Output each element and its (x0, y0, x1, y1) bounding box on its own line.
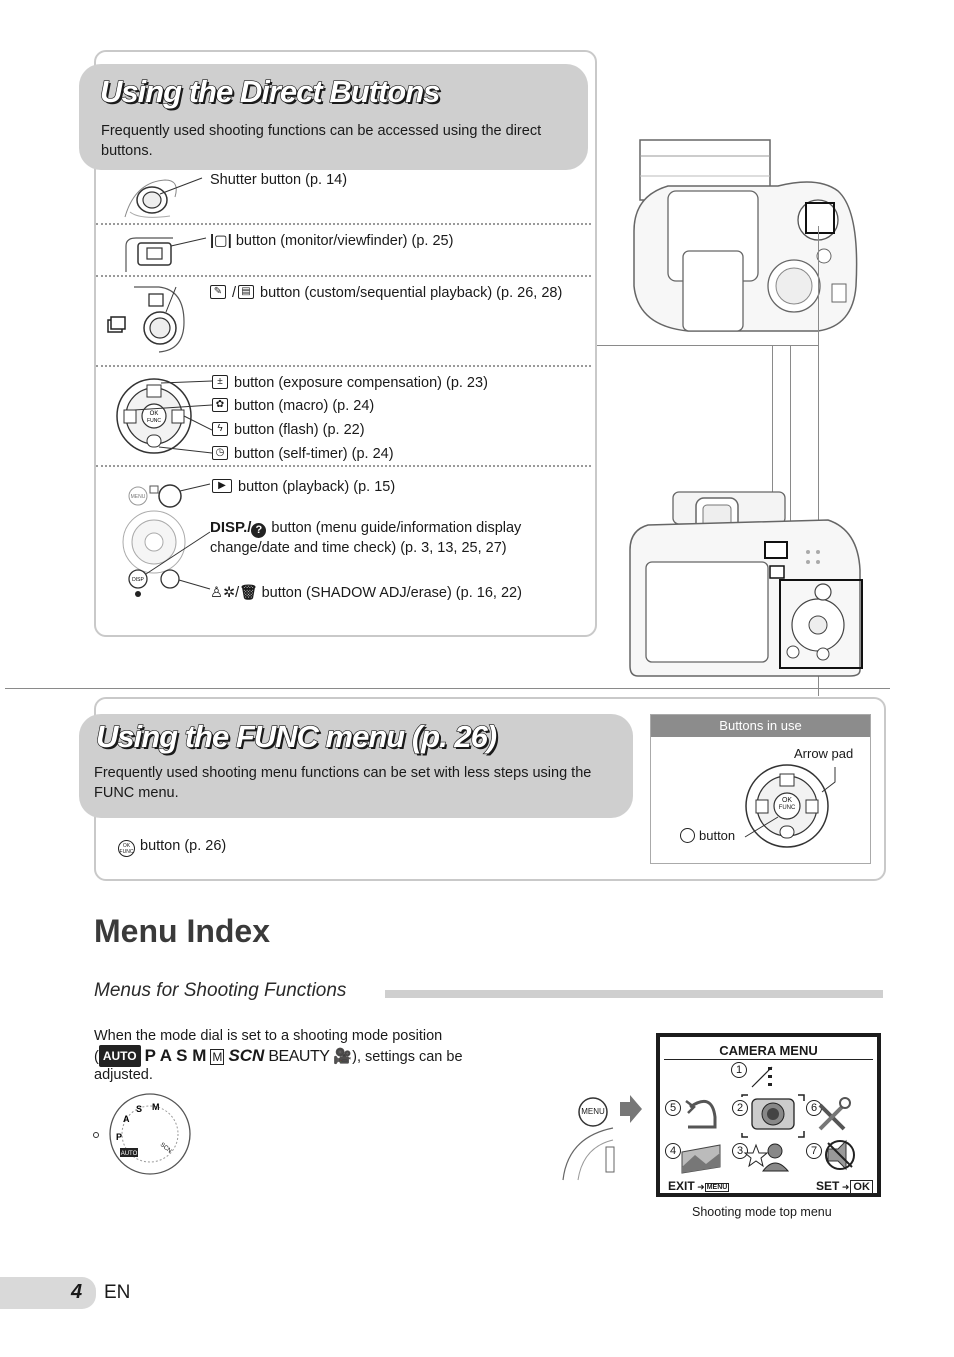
svg-text:S: S (136, 1104, 143, 1114)
disp-button-label-1: button (menu guide/information display (271, 520, 522, 536)
svg-text:MENU: MENU (130, 494, 146, 500)
exposure-button-label: button (exposure compensation) (p. 23) (234, 375, 488, 391)
ok-button-label: button (p. 26) (140, 838, 227, 854)
trash-icon: 🗑 (239, 585, 258, 601)
camera-menu-icons (660, 1037, 881, 1197)
scn-mode: SCN (228, 1046, 265, 1065)
camera-menu-inner (660, 1037, 877, 1193)
menu-item-number: 3 (732, 1143, 748, 1159)
mode-dial-illustration (92, 1090, 197, 1175)
auto-mode-icon: AUTO (99, 1045, 141, 1067)
svg-text:A: A (123, 1114, 130, 1124)
menu-button-illustration (558, 1092, 643, 1182)
set-hint (816, 1179, 873, 1193)
ok-func-small-icon (680, 828, 695, 843)
camera-menu-caption: Shooting mode top menu (692, 1205, 832, 1219)
macro-button-text (212, 396, 374, 416)
camera-menu-screen (656, 1033, 881, 1197)
menu-item-number: 4 (665, 1143, 681, 1159)
ok-button-text (118, 836, 226, 857)
shutter-button-illustration (120, 172, 205, 222)
flash-button-label: button (flash) (p. 22) (234, 422, 365, 438)
svg-text:M: M (152, 1102, 160, 1112)
divider (96, 223, 591, 225)
monitor-button-illustration (118, 228, 208, 273)
macro-button-label: button (macro) (p. 24) (234, 398, 375, 414)
menu-button-label: MENU (581, 1107, 605, 1116)
flash-icon: ϟ (212, 422, 228, 436)
shooting-menus-subheading: Menus for Shooting Functions (94, 980, 347, 1001)
divider (96, 465, 591, 467)
custom-button-text: ✎ / ▤ button (custom/sequential playback) (p. 26, 28) (210, 283, 562, 303)
menu-item-number: 1 (731, 1062, 747, 1078)
arrow-icon: ➜ (839, 1182, 850, 1192)
disp-label: DISP./ (210, 519, 252, 536)
flash-button-text (212, 420, 365, 440)
beauty-mode: BEAUTY (268, 1048, 330, 1065)
camera-back-illustration (628, 490, 863, 680)
page-number: 4 (71, 1281, 83, 1303)
page-language: EN (104, 1282, 131, 1303)
disp-button-text-2: change/date and time check) (p. 3, 13, 25, 27) (210, 540, 507, 556)
menu-item-number: 6 (806, 1100, 822, 1116)
exit-key: MENU (706, 1184, 728, 1191)
custom-button-label: button (custom/sequential playback) (p. 26, 28) (260, 285, 563, 301)
func-func-label: FUNC (778, 805, 796, 811)
direct-buttons-description: Frequently used shooting functions can be accessed using the direct buttons. (101, 123, 542, 159)
playback-button-label: button (playback) (p. 15) (238, 479, 396, 495)
menu-item-number: 7 (806, 1143, 822, 1159)
custom-button-illustration (104, 282, 194, 357)
direct-buttons-title: Using the Direct Buttons (100, 74, 440, 109)
func-button-text: button (699, 828, 736, 843)
buttons-in-use-header: Buttons in use (651, 715, 870, 737)
svg-text:AUTO: AUTO (120, 1151, 138, 1157)
monitor-button-label: button (monitor/viewfinder) (p. 25) (235, 233, 454, 249)
menu-index-title: Menu Index (94, 913, 271, 949)
exposure-button-text (212, 373, 488, 393)
func-ok-label: OK (781, 797, 793, 804)
section-separator (5, 688, 890, 689)
movie-mode-icon: 🎥 (333, 1048, 353, 1065)
func-button-label (680, 826, 735, 846)
selftimer-button-label: button (self-timer) (p. 24) (234, 446, 394, 462)
paren-open: ( (94, 1049, 99, 1065)
arrow-pad-label: Arrow pad (794, 746, 854, 761)
camera-top-illustration (628, 136, 860, 336)
exposure-compensation-icon: ± (212, 375, 228, 389)
question-icon: ? (251, 523, 266, 538)
macro-icon: ✿ (212, 398, 228, 412)
svg-text:DISP: DISP (132, 577, 144, 583)
svg-text:SCN: SCN (158, 1141, 173, 1155)
exit-hint (668, 1179, 729, 1193)
mode-dial-text-2-end: ), settings can be (352, 1049, 463, 1065)
mode-dial-text-2 (94, 1045, 463, 1067)
monitor-icon: |▢| (210, 233, 232, 249)
ok-func-icon: OK FUNC (118, 840, 135, 857)
rear-buttons-illustration (118, 474, 213, 604)
set-label: SET (816, 1179, 840, 1193)
menu-item-number: 5 (665, 1100, 681, 1116)
camera-menu-title: CAMERA MENU (719, 1043, 818, 1058)
svg-text:OK: OK (149, 411, 159, 417)
playback-icon: ▶ (212, 479, 232, 493)
disp-button-text (210, 518, 521, 538)
mode-dial-text-1: When the mode dial is set to a shooting mode position (94, 1028, 443, 1044)
shadow-button-text: ♙✲/🗑 button (SHADOW ADJ/erase) (p. 16, 22) (210, 585, 522, 601)
pasm-modes: P A S M (144, 1046, 207, 1065)
self-timer-icon: ◷ (212, 446, 228, 460)
connector-line (597, 345, 819, 346)
arrow-pad-illustration (112, 372, 212, 460)
shadow-button-label: button (SHADOW ADJ/erase) (p. 16, 22) (261, 585, 522, 601)
selftimer-button-text (212, 444, 394, 464)
exit-label: EXIT (668, 1179, 695, 1193)
monitor-button-text (210, 231, 453, 251)
custom-icon: ✎ (210, 285, 226, 299)
my-mode-icon: M (212, 1050, 223, 1064)
divider (96, 275, 591, 277)
sequential-playback-icon: ▤ (238, 285, 254, 299)
svg-text:FUNC: FUNC (147, 418, 161, 424)
func-menu-description: Frequently used shooting menu functions can be set with less steps using the FUNC menu. (94, 765, 592, 801)
svg-text:P: P (116, 1132, 123, 1142)
divider (96, 365, 591, 367)
func-menu-title: Using the FUNC menu (p. 26) (96, 719, 497, 754)
shadow-adj-icon: ♙✲ (210, 585, 236, 601)
playback-button-text (212, 477, 395, 497)
set-key: OK (850, 1180, 873, 1194)
menu-item-number: 2 (732, 1100, 748, 1116)
shutter-button-text: Shutter button (p. 14) (210, 172, 348, 188)
mode-dial-text-3: adjusted. (94, 1067, 153, 1083)
subheading-bar (385, 990, 883, 998)
arrow-icon: ➜ (694, 1182, 705, 1192)
